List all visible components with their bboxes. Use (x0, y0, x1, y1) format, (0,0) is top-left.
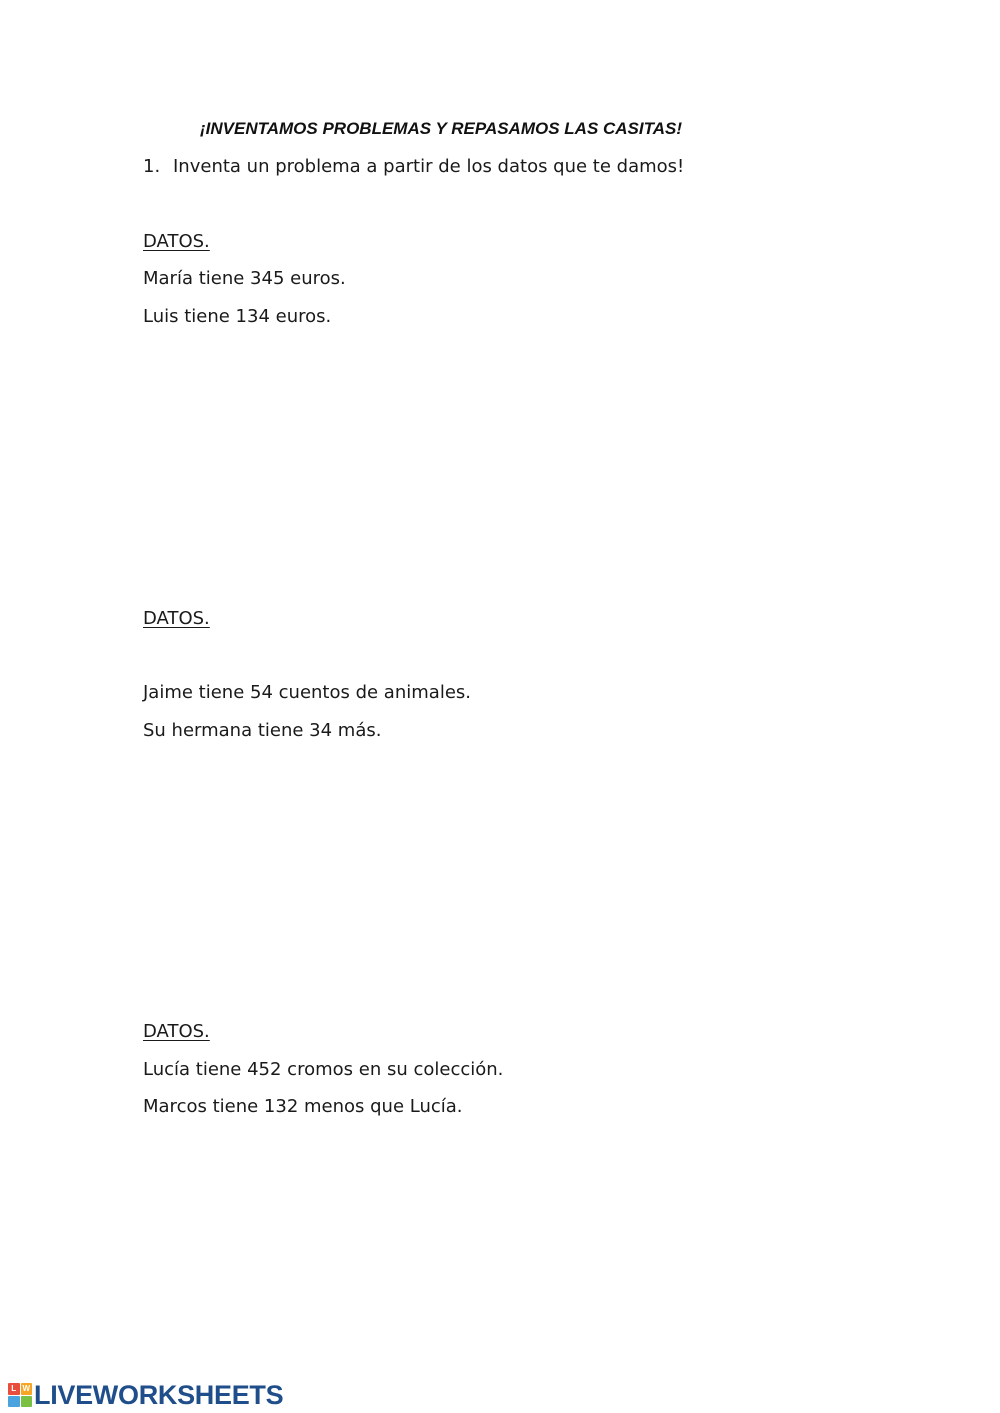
instruction-number: 1. (143, 156, 161, 177)
liveworksheets-logo[interactable] (8, 1380, 283, 1410)
section-1-line-1: María tiene 345 euros. (143, 268, 346, 289)
instruction-text: Inventa un problema a partir de los datos que te damos! (173, 156, 685, 177)
logo-block-2: W (22, 1384, 31, 1394)
section-2-line-2: Su hermana tiene 34 más. (143, 720, 382, 741)
section-2-heading: DATOS. (143, 608, 210, 629)
logo-blocks-icon (8, 1383, 32, 1407)
logo-text: LIVEWORKSHEETS (34, 1379, 284, 1410)
section-3-heading: DATOS. (143, 1021, 210, 1042)
section-3-line-1: Lucía tiene 452 cromos en su colección. (143, 1059, 504, 1080)
section-1-heading: DATOS. (143, 231, 210, 252)
section-1-line-2: Luis tiene 134 euros. (143, 306, 332, 327)
logo-block-4 (21, 1396, 33, 1408)
logo-block-3 (8, 1396, 20, 1408)
section-3-line-2: Marcos tiene 132 menos que Lucía. (143, 1096, 463, 1117)
worksheet-title: ¡INVENTAMOS PROBLEMAS Y REPASAMOS LAS CASITAS! (200, 119, 683, 138)
logo-block-1: L (8, 1383, 20, 1395)
section-2-line-1: Jaime tiene 54 cuentos de animales. (143, 682, 471, 703)
instruction (143, 156, 684, 177)
